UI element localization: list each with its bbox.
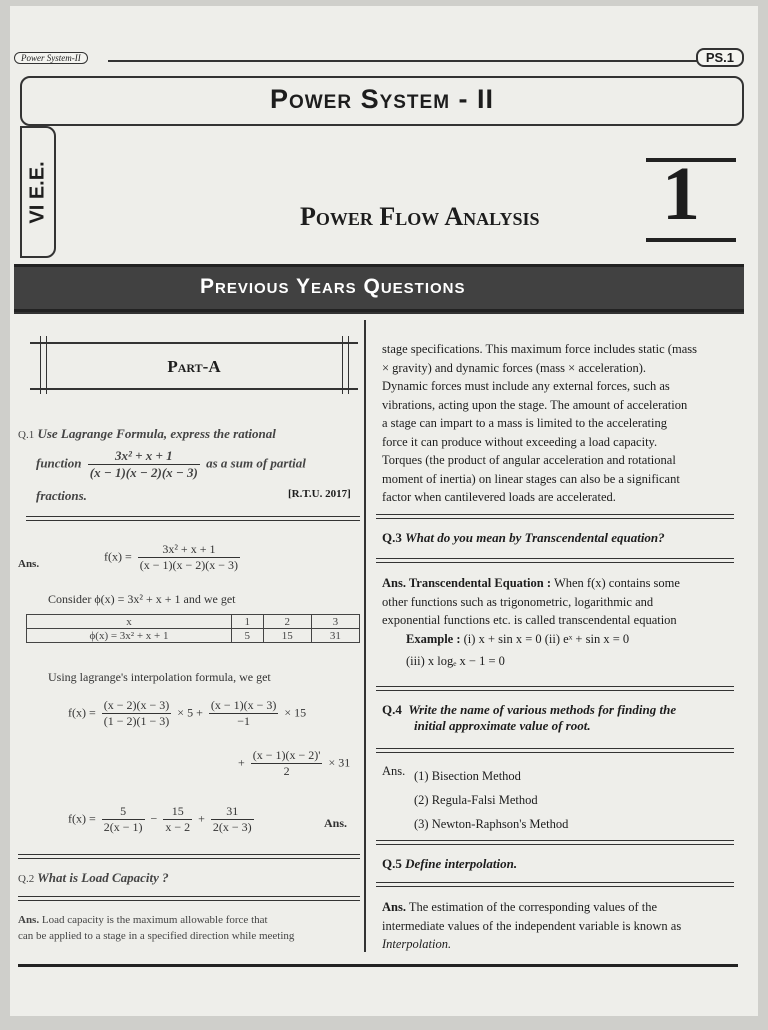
phi-table <box>26 614 360 643</box>
partial-c <box>211 804 254 835</box>
q5-answer-line: intermediate values of the independent variable is known as <box>382 918 682 933</box>
q5-answer-text: The estimation of the corresponding values of the <box>408 900 658 914</box>
question-2 <box>18 870 169 886</box>
q3-answer-line: other functions such as trigonometric, logarithmic and <box>382 594 654 609</box>
q1-tail: as a sum of partial <box>206 455 306 471</box>
side-class-label: VI E.E. <box>26 160 49 224</box>
term2-multiplier: × 15 <box>284 705 307 720</box>
column-divider <box>364 320 366 952</box>
q3-answer-line <box>382 574 738 593</box>
q4-top-separator <box>376 686 734 691</box>
side-class-tab <box>20 126 56 258</box>
list-item: (3) Newton-Raphson's Method <box>414 817 569 831</box>
partial-a-denominator: 2(x − 1) <box>103 820 143 834</box>
part-a-bar <box>348 336 349 394</box>
load-capacity-continuation <box>382 340 738 507</box>
book-page <box>10 6 758 1016</box>
table-cell: 15 <box>263 629 311 643</box>
q1-separator <box>26 516 360 521</box>
result-ans-label: Ans. <box>324 816 348 830</box>
q5-answer <box>382 898 738 954</box>
partial-a <box>102 804 145 835</box>
q2-answer-label: Ans. <box>18 914 40 926</box>
banner-rule <box>14 312 744 314</box>
paragraph-line: moment of inertia) on linear stages can also be a significant <box>382 471 680 486</box>
table-cell: 31 <box>311 629 359 643</box>
lagrange-line-1 <box>68 698 306 729</box>
fx-definition <box>104 542 243 573</box>
fx-numerator: 3x² + x + 1 <box>138 542 240 558</box>
term2-fraction <box>209 698 279 729</box>
q5-answer-label: Ans. <box>382 900 406 914</box>
line1-lhs: f(x) = <box>68 705 96 720</box>
table-cell: 1 <box>232 615 264 629</box>
q1-fraction <box>88 448 200 481</box>
paragraph-line: factor when cantilevered loads are accelerated. <box>382 490 616 504</box>
term3-fraction <box>251 748 323 779</box>
q5-separator <box>376 882 734 887</box>
q5-top-separator <box>376 840 734 845</box>
list-item: (1) Bisection Method <box>414 769 521 783</box>
q1-fraction-denominator: (x − 1)(x − 2)(x − 3) <box>89 465 198 480</box>
term1-denominator: (1 − 2)(1 − 3) <box>103 714 170 728</box>
q1-number: Q.1 <box>18 429 35 441</box>
lagrange-line-2 <box>238 748 350 779</box>
partial-b-denominator: x − 2 <box>165 820 191 834</box>
table-cell: 3 <box>311 615 359 629</box>
q4-text: Write the name of various methods for finding the <box>408 702 677 717</box>
q4-line <box>382 702 738 718</box>
question-3 <box>382 530 665 546</box>
q4-methods-list <box>414 764 568 836</box>
paragraph-line: stage specifications. This maximum force includes static (mass <box>382 342 697 356</box>
q1-source: [R.T.U. 2017] <box>288 488 351 500</box>
term3-multiplier: × 31 <box>328 755 351 770</box>
table-cell: ϕ(x) = 3x² + x + 1 <box>27 629 232 643</box>
question-4 <box>382 702 738 734</box>
q1-text: Use Lagrange Formula, express the rational <box>37 426 276 441</box>
section-banner-text: Previous Years Questions <box>200 275 466 298</box>
term1-multiplier: × 5 + <box>177 705 203 720</box>
q4-separator <box>376 748 734 753</box>
table-cell: 2 <box>263 615 311 629</box>
chapter-title: Power Flow Analysis <box>300 202 540 231</box>
term1-fraction <box>102 698 172 729</box>
q3-separator <box>376 558 734 563</box>
part-a-bar <box>46 336 47 394</box>
chapter-number: 1 <box>662 152 700 236</box>
paragraph-line: a stage can impart to a mass is limited to the accelerating <box>382 416 667 430</box>
partial-b <box>163 804 192 835</box>
term2-denominator: −1 <box>237 714 250 728</box>
partial-a-numerator: 5 <box>102 804 145 820</box>
q1-answer-label: Ans. <box>18 558 40 570</box>
question-1 <box>18 426 364 442</box>
book-title-box <box>20 76 744 126</box>
part-a-box <box>30 342 358 390</box>
q3-top-separator <box>376 514 734 519</box>
q2-text: What is Load Capacity ? <box>37 870 169 885</box>
q3-example <box>382 630 738 649</box>
using-line: Using lagrange's interpolation formula, we get <box>48 670 271 684</box>
q3-answer-line: exponential functions etc. is called transcendental equation <box>382 613 677 627</box>
q1-function-word: function <box>36 455 82 471</box>
page-bottom-rule <box>18 964 738 967</box>
term1-numerator: (x − 2)(x − 3) <box>103 698 170 712</box>
table-cell: 5 <box>232 629 264 643</box>
part-a-label: Part-A <box>167 357 221 376</box>
running-head-tab: Power System-II <box>14 52 88 64</box>
partial-fraction-result <box>68 804 257 835</box>
table-row <box>27 629 360 643</box>
page-number-tag: PS.1 <box>696 48 744 67</box>
table-row <box>27 615 360 629</box>
term2-numerator: (x − 1)(x − 3) <box>210 698 277 712</box>
section-banner <box>14 264 744 312</box>
q3-answer-text: When f(x) contains some <box>553 576 680 590</box>
q4-line <box>382 718 738 734</box>
q4-answer-label: Ans. <box>382 764 406 778</box>
partial-c-numerator: 31 <box>211 804 254 820</box>
running-head-rule <box>108 60 718 62</box>
list-item: (2) Regula-Falsi Method <box>414 793 538 807</box>
q2-answer <box>18 912 364 944</box>
q3-text: What do you mean by Transcendental equation? <box>405 530 665 545</box>
part-a-bar <box>40 336 41 394</box>
paragraph-line: Dynamic forces must include any external forces, such as <box>382 379 670 393</box>
q2-top-separator <box>18 854 360 859</box>
paragraph-line: Torques (the product of angular acceleration and rotational <box>382 453 676 467</box>
line3-plus: + <box>198 811 205 826</box>
q5-text: Define interpolation. <box>405 856 518 871</box>
q2-separator <box>18 896 360 901</box>
q5-number: Q.5 <box>382 856 402 871</box>
q3-example-label: Example : <box>406 631 461 646</box>
q1-fractions-word: fractions. <box>36 488 87 503</box>
q2-answer-line: can be applied to a stage in a specified direction while meeting <box>18 930 295 942</box>
fx-lhs: f(x) = <box>104 549 132 564</box>
partial-c-denominator: 2(x − 3) <box>212 820 252 834</box>
q3-answer <box>382 574 738 671</box>
part-a-bar <box>342 336 343 394</box>
paragraph-line: force it can produce without exceeding a load capacity. <box>382 434 658 449</box>
q5-answer-line <box>382 898 738 917</box>
q3-number: Q.3 <box>382 530 402 545</box>
q2-answer-line <box>18 912 364 928</box>
question-5 <box>382 856 517 872</box>
partial-b-numerator: 15 <box>163 804 192 820</box>
chapter-bar-bottom <box>646 238 736 242</box>
question-1-expression <box>36 448 366 481</box>
q4-text-2: initial approximate value of root. <box>414 718 591 733</box>
book-title: Power System - II <box>269 84 495 114</box>
q4-number: Q.4 <box>382 702 402 717</box>
q2-number: Q.2 <box>18 873 35 885</box>
term3-denominator: 2 <box>283 764 290 778</box>
table-cell: x <box>27 615 232 629</box>
term3-numerator: (x − 1)(x − 2)' <box>252 748 321 762</box>
q2-answer-text: Load capacity is the maximum allowable force that <box>41 914 268 926</box>
consider-line: Consider ϕ(x) = 3x² + x + 1 and we get <box>48 592 236 606</box>
q3-answer-label: Ans. Transcendental Equation : <box>382 576 552 590</box>
q3-example-2: (iii) x logₑ x − 1 = 0 <box>406 654 505 668</box>
q5-answer-line: Interpolation. <box>382 937 452 951</box>
line2-plus: + <box>238 755 245 770</box>
line3-minus: − <box>150 811 158 826</box>
fx-denominator: (x − 1)(x − 2)(x − 3) <box>139 558 239 572</box>
fx-fraction <box>138 542 240 573</box>
paragraph-line: vibrations, acting upon the stage. The amount of acceleration <box>382 397 688 412</box>
paragraph-line: × gravity) and dynamic forces (mass × acceleration). <box>382 360 646 375</box>
q3-example-1: (i) x + sin x = 0 (ii) eˣ + sin x = 0 <box>463 631 630 646</box>
q1-fraction-numerator: 3x² + x + 1 <box>88 448 200 465</box>
line3-lhs: f(x) = <box>68 811 96 826</box>
